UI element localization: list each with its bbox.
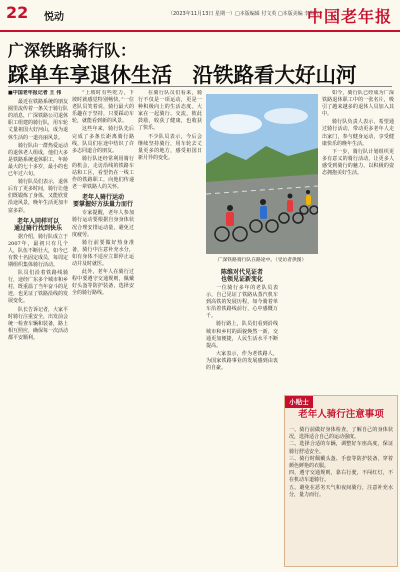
paragraph: 骑行队由一群热爱运动的退休老人组成，他们大多是铁路系统退休职工，年龄最大的七十多岁，最小的也已年过六旬。: [8, 142, 68, 178]
article-headline: 踩单车享退休生活 沿铁路看大好山河: [8, 63, 357, 87]
tips-tag: 小贴士: [285, 396, 313, 408]
article-column-2: [72, 90, 134, 560]
paragraph: 骑行队还经常利用骑行的机会，走访沿线的铁路车站和工区，看望仍在一线工作的铁路职工，向他们传递老一辈铁路人的关怀。: [72, 155, 134, 191]
tips-list: [289, 427, 393, 499]
article-column-4: [322, 90, 394, 390]
page-number: 22: [6, 3, 29, 22]
paragraph: 下一步，骑行队计划组织更多有意义的骑行活动，让更多人感受到骑行的魅力，以积极的姿态拥抱美好生活。: [322, 148, 394, 177]
date-line: （2023年11月13日 星期一）□本版编辑 付文英 □本版美编 李梅先: [168, 11, 320, 17]
paragraph: 队长告诉记者，大家平时骑行注重安全，出发前会统一检查车辆和装备，路上相互照应，确保每一次活动都平安顺利。: [8, 306, 68, 341]
paragraph: 骑行队负责人表示，希望通过骑行活动，带动更多老年人走出家门，参与健身运动，享受健康快乐的晚年生活。: [322, 119, 394, 147]
paragraph: “上坡时有些吃力，下坡时就感觉特别畅快。”一位老队员笑着说，骑行最大的乐趣在于坚持，只要踩动车轮，就能看到新的风景。: [72, 90, 134, 125]
tip-item: 五、避免在恶劣天气和夜间骑行，注意补充水分，量力而行。: [289, 484, 393, 498]
tip-item: 四、遵守交通规则，靠右行驶，不闯红灯，不在机动车道骑行。: [289, 470, 393, 484]
paragraph: 据介绍，骑行队成立于2007年，最初只有几个人，队伍不断壮大，如今已有数十名固定成员，每周定期组织集体骑行活动。: [8, 233, 68, 268]
subheading: 老年人骑行运动 要掌握好方法量力而行: [72, 194, 133, 209]
masthead: 中国老年报: [306, 7, 392, 26]
paragraph: 不少队员表示，今后会继续坚持骑行，用车轮去丈量更多的地方，感受祖国日新月异的变化。: [138, 133, 202, 161]
tip-item: 一、骑行前做好身体检查，了解自己的身体状况，选择适合自己的运动强度。: [289, 427, 393, 441]
paragraph: 如今，骑行队已经成为广深铁路退休职工中的一张名片，吸引了越来越多的退休人员加入其中。: [322, 90, 394, 118]
paragraph: 此外，老年人在骑行过程中要遵守交通规则，佩戴好头盔等防护装备，选择安全的骑行路线。: [72, 269, 134, 297]
paragraph: 专家提醒，老年人参加骑行运动要根据自身身体状况合理安排运动量，避免过度疲劳。: [72, 210, 134, 238]
tips-box: [284, 395, 398, 567]
paragraph: 骑行路上，队员们看到沿线城市和乡村的面貌焕然一新，交通更加便捷，人民生活水平不断提高。: [206, 321, 278, 349]
page-header: [0, 0, 400, 32]
paragraph: 最近在铁路系统的朋友圈里流传着一条关于骑行队的消息，广深铁路公司退休职工组建的骑行队，用车轮丈量祖国大好河山，成为退休生活的一道亮丽风景。: [8, 99, 68, 141]
subheading: 陈维对代见证者 也领见证新变化: [220, 269, 263, 283]
paragraph: 骑行队员们表示，退休后有了更多时间，骑行让他们既锻炼了身体，又能欣赏沿途风景，晚年生活更加丰富多彩。: [8, 179, 68, 214]
tip-item: 三、骑行时佩戴头盔、手套等防护装备，穿着颜色鲜艳的衣服。: [289, 455, 393, 470]
section-name: 悦动: [44, 12, 64, 23]
paragraph: 大家表示，作为老铁路人，为国家铁路事业的发展感到由衷的自豪。: [206, 350, 278, 372]
photo-caption: 广深铁路骑行队在路途中。（受访者供图）: [217, 258, 307, 263]
paragraph: 一位骑行多年的老队员表示，自己见证了铁路从蒸汽机车到高铁的发展历程，如今骑着单车沿着铁路线前行，心中感慨万千。: [206, 285, 278, 320]
article-column-1: [8, 90, 68, 560]
article-column-2b: [138, 90, 202, 560]
paragraph: 这些年来，骑行队先后完成了多条长距离骑行路线，队员们在途中结识了许多志同道合的朋友。: [72, 126, 134, 154]
article-column-3: [206, 266, 278, 560]
article-byline: ■中国老年报记者 王 伟: [8, 90, 62, 96]
paragraph: 队员们沿着铁路线骑行，途经广东多个城市和乡村，既重温了当年奋斗的足迹，也见证了铁路沿线的发展变化。: [8, 270, 68, 305]
tips-title: 老年人骑行注意事项: [298, 409, 384, 420]
headline-rule: [8, 86, 392, 87]
paragraph: 骑行前要做好热身准备，骑行中注意补充水分，如有身体不适应立即停止运动并及时就医。: [72, 239, 134, 267]
paragraph: 在骑行队员们看来，骑行不仅是一项运动，更是一种积极向上的生活态度。大家在一起骑行、交流，彼此鼓励，收获了健康，也收获了快乐。: [138, 90, 202, 132]
cyclists-photo: [206, 94, 318, 254]
subheading: 老年人同样可以 通过骑行找到快乐: [13, 217, 62, 232]
article-kicker: 广深铁路骑行队：: [8, 41, 137, 60]
tip-item: 二、选择合适的车辆，调整好车座高度，保证骑行舒适安全。: [289, 441, 393, 455]
